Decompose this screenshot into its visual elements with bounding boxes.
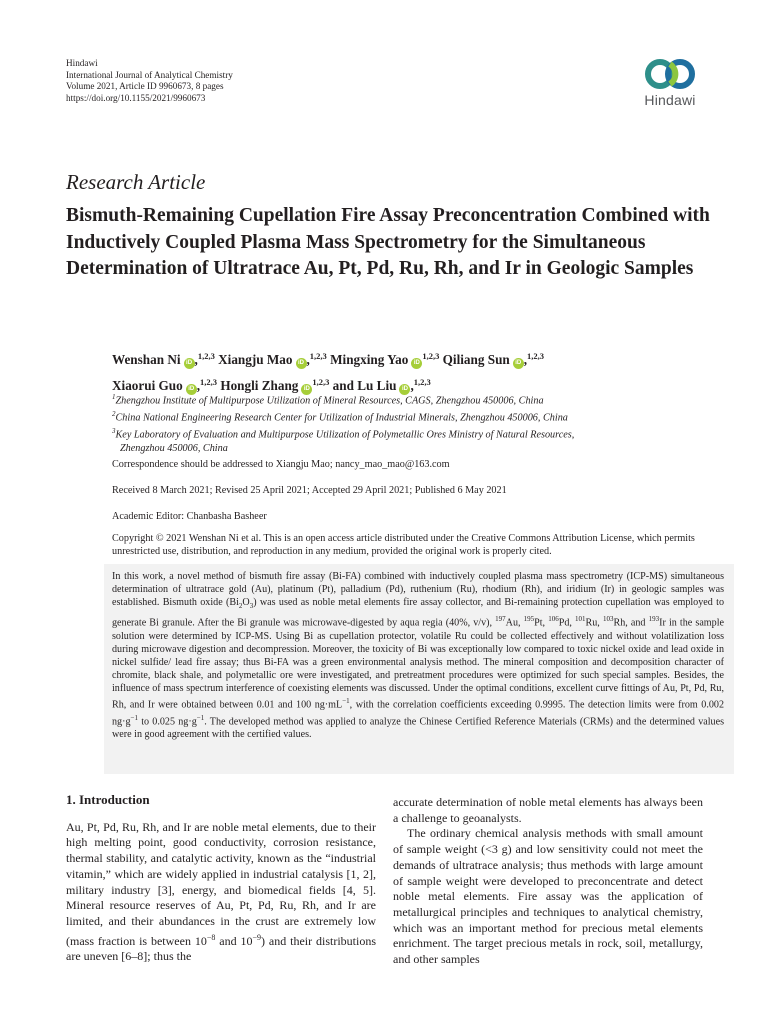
- author: [218, 352, 327, 367]
- hindawi-logo: [628, 56, 712, 106]
- affiliation-item: $^3$Key Laboratory of Evaluation and Multipurpose Utilization of Polymetallic Ores Ministry of Natural Resources,: [112, 426, 575, 441]
- intro-right-column: [393, 795, 703, 968]
- author-list: [112, 345, 722, 397]
- author-separator: ,: [523, 352, 528, 367]
- author: [330, 352, 439, 367]
- orcid-icon[interactable]: iD: [296, 358, 307, 369]
- author-affiliation: 1,2,3: [200, 377, 218, 387]
- abstract: In this work, a novel method of bismuth fire assay (Bi-FA) combined with inductively coupled plasma mass spectrometry (ICP-MS) simultaneous determination of ultratrace gold (Au), platinum (Pt), palladium (Pd), ruthenium (Ru), rhodium (Rh), and iridium (Ir) in geologic samples was established. Bismuth oxide $(Bi_2O_3)$ was used as noble metal elements fire assay collector, and Bi-remaining protection cupellation was employed to generate Bi granule. After the Bi granule was microwave-digested by aqua regia (40%, v/v), $^{197}$Au, $^{195}$Pt, $^{106}$Pd, $^{101}$Ru, $^{103}$Rh, and $^{193}$Ir in the sample solution were determined by ICP-MS. Using Bi as cupellation protector, volatile Ru could be collected effectively and without volatilization loss during microwave digestion and decompression. Moreover, the toxicity of Bi was exceptionally low compared to toxic nickel oxide and lead oxide in nickel sulfide/ lead fire assay; thus Bi-FA was a green environmental analysis method. The mineral composition and decomposition character of chromite, black shale, and polymetallic ore were investigated, and pretreatment procedures were optimized for such special samples. Besides, the influence of mass spectrum interference of coexisting elements was discussed. Under the optimal conditions, excellent curve fittings of Au, Pt, Pd, Ru, Rh, and Ir were obtained between 0.01 and 100 $ng\cdot mL^{-1}$, with the correlation coefficients exceeding 0.9995. The detection limits were from 0.002 $ng\cdot g^{-1}$ to 0.025 $ng\cdot g^{-1}$. The developed method was applied to analyze the Chinese Certified Reference Materials (CRMs) and the determined values were in good agreement with the certified values.: [112, 571, 724, 741]
- orcid-icon[interactable]: iD: [184, 358, 195, 369]
- author-separator: ,: [196, 378, 201, 393]
- author-affiliation: 1,2,3: [422, 351, 440, 361]
- author-name[interactable]: and Lu Liu: [332, 378, 397, 393]
- orcid-icon[interactable]: iD: [186, 384, 197, 395]
- author-name[interactable]: Hongli Zhang: [220, 378, 299, 393]
- publication-dates: Received 8 March 2021; Revised 25 April 2021; Accepted 29 April 2021; Published 6 May 2021: [112, 485, 507, 496]
- author-name[interactable]: Xiangju Mao: [218, 352, 293, 367]
- article-title: Bismuth-Remaining Cupellation Fire Assay Preconcentration Combined with Inductively Coupled Plasma Mass Spectrometry for the Simultaneous Determination of Ultratrace Au, Pt, Pd, Ru, Rh, and Ir in Geologic Samples: [66, 205, 710, 279]
- logo-wordmark: Hindawi: [644, 92, 696, 108]
- affiliation-item: $^2$China National Engineering Research Center for Utilization of Industrial Minerals, Zhengzhou 450006, China: [112, 409, 568, 424]
- orcid-icon[interactable]: iD: [411, 358, 422, 369]
- author-affiliation: 1,2,3: [413, 377, 431, 387]
- orcid-icon[interactable]: iD: [301, 384, 312, 395]
- author: [443, 352, 544, 367]
- license-statement: Copyright © 2021 Wenshan Ni et al. This is an open access article distributed under the Creative Commons Attribution License, which permits unrestricted use, distribution, and reproduction in any medium, provided the original work is properly cited.: [112, 533, 695, 558]
- journal-name: International Journal of Analytical Chemistry: [66, 69, 233, 80]
- affiliations: [112, 391, 722, 456]
- author-affiliation: 1,2,3: [312, 377, 330, 387]
- author-separator: ,: [194, 352, 198, 367]
- correspondence[interactable]: Correspondence should be addressed to Xiangju Mao; nancy_mao_mao@163.com: [112, 459, 450, 470]
- publisher-name: Hindawi: [66, 58, 98, 68]
- intro-paragraph: Au, Pt, Pd, Ru, Rh, and Ir are noble metal elements, due to their high melting point, good conductivity, corrosion resistance, thermal stability, and catalytic activity, known as the “industrial vitamin,” which are widely applied in industrial catalysis [1, 2], military industry [3], energy, and biomedical fields [4, 5]. Mineral resource reserves of Au, Pt, Pd, Ru, Rh, and Ir are limited, and their abundances in the crust are extremely low (mass fraction is between $10^{-8}$ and $10^{-9}$) and their distributions are uneven [6–8]; thus the: [66, 819, 376, 964]
- author-name[interactable]: Qiliang Sun: [442, 352, 510, 367]
- author-name[interactable]: Xiaorui Guo: [112, 378, 183, 393]
- article-type: Research Article: [66, 170, 206, 194]
- orcid-icon[interactable]: iD: [399, 384, 410, 395]
- journal-meta: [66, 58, 233, 104]
- hindawi-rings-icon: [640, 56, 700, 92]
- author-affiliation: 1,2,3: [309, 351, 327, 361]
- volume-line: Volume 2021, Article ID 9960673, 8 pages: [66, 81, 224, 92]
- intro-paragraph: The ordinary chemical analysis methods with small amount of sample weight (<3 g) and low sensitivity could not meet the demands of ultratrace analysis; thus methods with large amount of sample weight were developed to preconcentrate and detect noble metal elements. Fire assay was the application of metallurgical principles and techniques to analytical chemistry, which was an important method for precious metal elements enrichment. The target precious metals in rock, soil, metallurgy, and other samples: [393, 826, 703, 967]
- author-affiliation: 1,2,3: [197, 351, 215, 361]
- author-separator: ,: [306, 352, 310, 367]
- author: [112, 352, 215, 367]
- orcid-icon[interactable]: iD: [513, 358, 524, 369]
- section-heading-introduction: 1. Introduction: [66, 792, 150, 807]
- affiliation-item: $^1$Zhengzhou Institute of Multipurpose Utilization of Mineral Resources, CAGS, Zhengzhou 450006, China: [112, 393, 544, 407]
- author-name[interactable]: Wenshan Ni: [112, 352, 181, 367]
- intro-paragraph: accurate determination of noble metal elements has always been a challenge to geoanalysts.: [393, 795, 703, 825]
- author-affiliation: 1,2,3: [527, 351, 545, 361]
- author-separator: ,: [410, 378, 414, 393]
- doi-link[interactable]: https://doi.org/10.1155/2021/9960673: [66, 92, 206, 103]
- academic-editor: Academic Editor: Chanbasha Basheer: [112, 511, 267, 522]
- author-name[interactable]: Mingxing Yao: [330, 352, 409, 367]
- intro-left-column: [66, 792, 376, 965]
- affiliation-continuation: Zhengzhou 450006, China: [120, 442, 228, 454]
